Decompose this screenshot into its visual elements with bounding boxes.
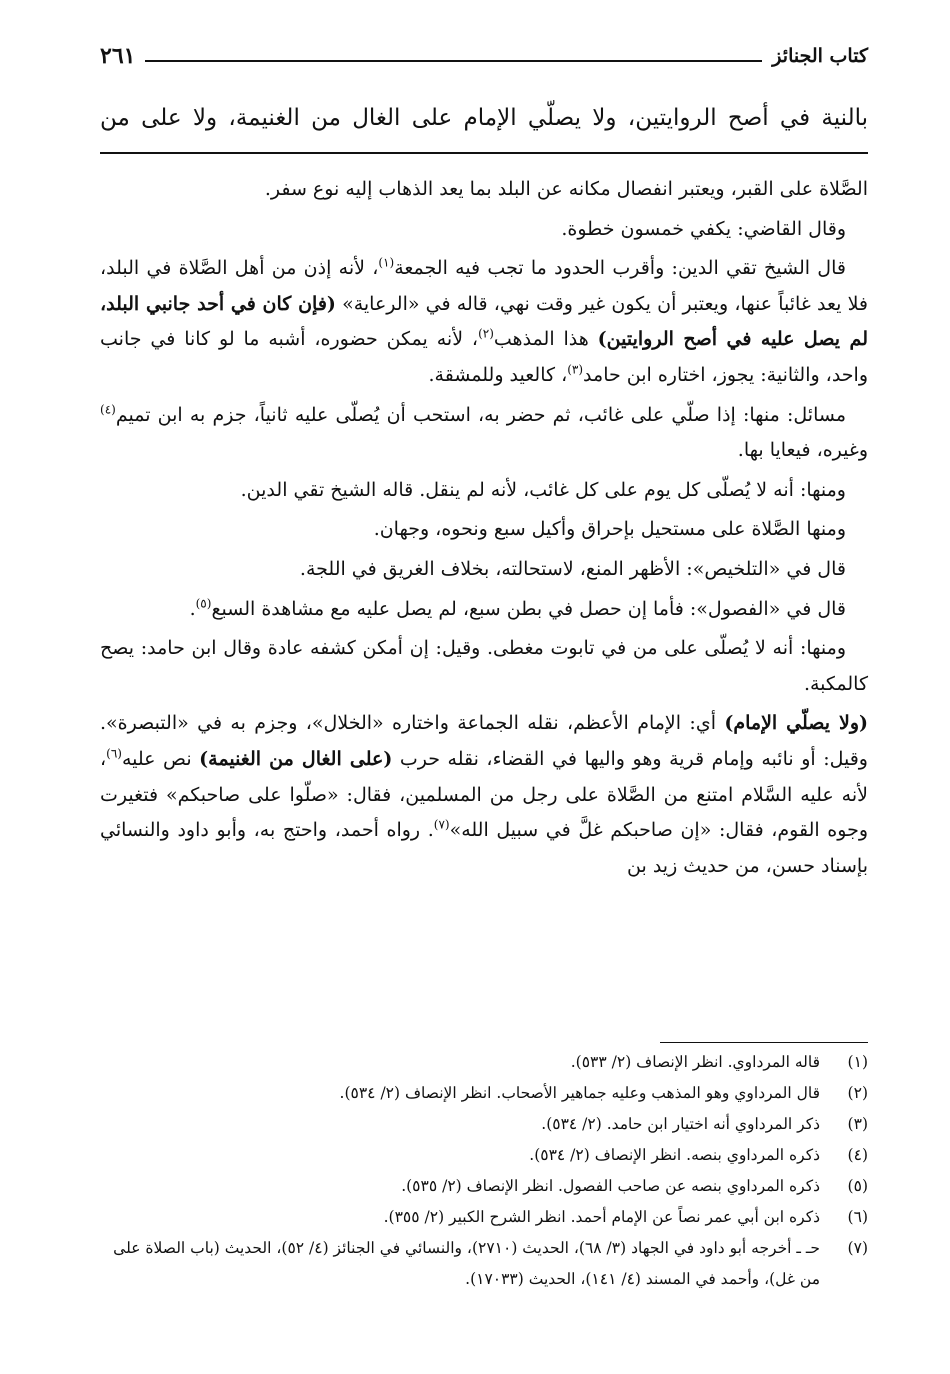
footnote-number: (٢) [847,1084,868,1102]
footnote-item [100,1047,868,1078]
paragraph: قال الشيخ تقي الدين: وأقرب الحدود ما تجب فيه الجمعة$^{(١)}$، لأنه إذن من أهل الصَّلاة في البلد، فلا يعد غائباً عنها، ويعتبر أن يكون غير وقت نهي، قاله في «الرعاية» (فإن كان في أحد جانبي البلد، لم يصل عليه في أصح الروايتين) هذا المذهب$^{(٢)}$، لأنه يمكن حضوره، أشبه ما لو كانا في جانب واحد، والثانية: يجوز، اختاره ابن حامد$^{(٣)}$، كالعيد وللمشقة. [100,255,868,386]
matn-citation: (ولا يصلّي الإمام) [724,712,868,735]
footnote-text: حـ ـ أخرجه أبو داود في الجهاد (٣/ ٦٨)، الحديث (٢٧١٠)، والنسائي في الجنائز (٤/ ٥٢)، الحديث (باب الصلاة على من غل)، وأحمد في المسند (٤/ ١٤١)، الحديث (١٧٠٣٣). [113,1239,820,1288]
paragraph: ومنها الصَّلاة على مستحيل بإحراق وأكيل سبع ونحوه، وجهان. [373,518,846,541]
footnote-number: (٧) [847,1239,868,1257]
footnote-separator-rule [660,1042,868,1043]
commentary-body [100,172,868,888]
footnote-ref[interactable]: (٧) [433,817,450,832]
footnote-item [100,1202,868,1233]
footnote-number: (٦) [847,1208,868,1226]
matn-quote: بالنية في أصح الروايتين، ولا يصلّي الإمام على الغال من الغنيمة، ولا على من [100,105,868,131]
paragraph: قال في «التلخيص»: الأظهر المنع، لاستحالته، بخلاف الغريق في اللجة. [299,557,846,580]
paragraph: ومنها: أنه لا يُصلّى كل يوم على كل غائب، لأنه لم ينقل. قاله الشيخ تقي الدين. [240,478,846,501]
matn-citation: (على الغال من الغنيمة) [199,747,393,770]
running-header [100,36,868,76]
matn-citation: (فإن كان في أحد جانبي البلد، لم يصل عليه في أصح الروايتين) [100,292,868,351]
footnote-item [100,1109,868,1140]
footnote-item [100,1233,868,1295]
page-number: ٢٦١ [100,43,136,69]
footnote-ref[interactable]: (٥) [195,596,212,611]
footnotes [100,1047,868,1295]
footnote-ref[interactable]: (٤) [100,402,116,417]
header-rule [145,60,762,62]
paragraph: قال في «الفصول»: فأما إن حصل في بطن سبع، لم يصل عليه مع مشاهدة السبع$^{(٥)}$. [189,596,846,620]
footnote-text: قاله المرداوي. انظر الإنصاف (٢/ ٥٣٣). [570,1053,820,1071]
footnote-text: ذكره المرداوي بنصه عن صاحب الفصول. انظر الإنصاف (٢/ ٥٣٥). [401,1177,820,1195]
footnote-text: ذكر المرداوي أنه اختيار ابن حامد. (٢/ ٥٣٤). [541,1115,820,1133]
footnote-ref[interactable]: (٦) [106,746,122,761]
matn-separator-rule [100,152,868,154]
paragraph: وقال القاضي: يكفي خمسون خطوة. [561,217,846,240]
footnote-ref[interactable]: (٢) [478,327,494,342]
footnote-number: (٣) [847,1115,868,1133]
footnote-text: ذكره ابن أبي عمر نصاً عن الإمام أحمد. انظر الشرح الكبير (٢/ ٣٥٥). [383,1208,820,1226]
paragraph: (ولا يصلّي الإمام) أي: الإمام الأعظم، نقله الجماعة واختاره «الخلال»، وجزم به في «التبصرة». وقيل: أو نائبه وإمام قرية وهو واليها في القضاء، نقله حرب (على الغال من الغنيمة) نص عليه$^{(٦)}$، لأنه عليه السَّلام امتنع من الصَّلاة على رجل من المسلمين، فقال: «صلّوا على صاحبكم» فتغيرت وجوه القوم، فقال: «إن صاحبكم غلَّ في سبيل الله»$^{(٧)}$. رواه أحمد، واحتج به، وأبو داود والنسائي بإسناد حسن، من حديث زيد بن [100,712,868,877]
book-title: كتاب الجنائز [772,45,868,67]
footnote-number: (٥) [847,1177,868,1195]
footnote-item [100,1171,868,1202]
footnote-item [100,1078,868,1109]
footnote-ref[interactable]: (٣) [567,362,584,377]
footnote-number: (١) [847,1053,868,1071]
footnote-ref[interactable]: (١) [378,255,395,270]
footnote-item [100,1140,868,1171]
footnote-text: قال المرداوي وهو المذهب وعليه جماهير الأصحاب. انظر الإنصاف (٢/ ٥٣٤). [339,1084,820,1102]
paragraph: الصَّلاة على القبر، ويعتبر انفصال مكانه عن البلد بما يعد الذهاب إليه نوع سفر. [264,178,868,200]
paragraph: مسائل: منها: إذا صلّي على غائب، ثم حضر به، استحب أن يُصلّى عليه ثانياً، جزم به ابن تميم$^{(٤)}$ وغيره، فيعايا بها. [100,402,868,462]
footnote-number: (٤) [847,1146,868,1164]
paragraph: ومنها: أنه لا يُصلّى على من في تابوت مغطى. وقيل: إن أمكن كشفه عادة وقال ابن حامد: يصح كالمكبة. [100,637,868,695]
footnote-text: ذكره المرداوي بنصه. انظر الإنصاف (٢/ ٥٣٤). [529,1146,820,1164]
